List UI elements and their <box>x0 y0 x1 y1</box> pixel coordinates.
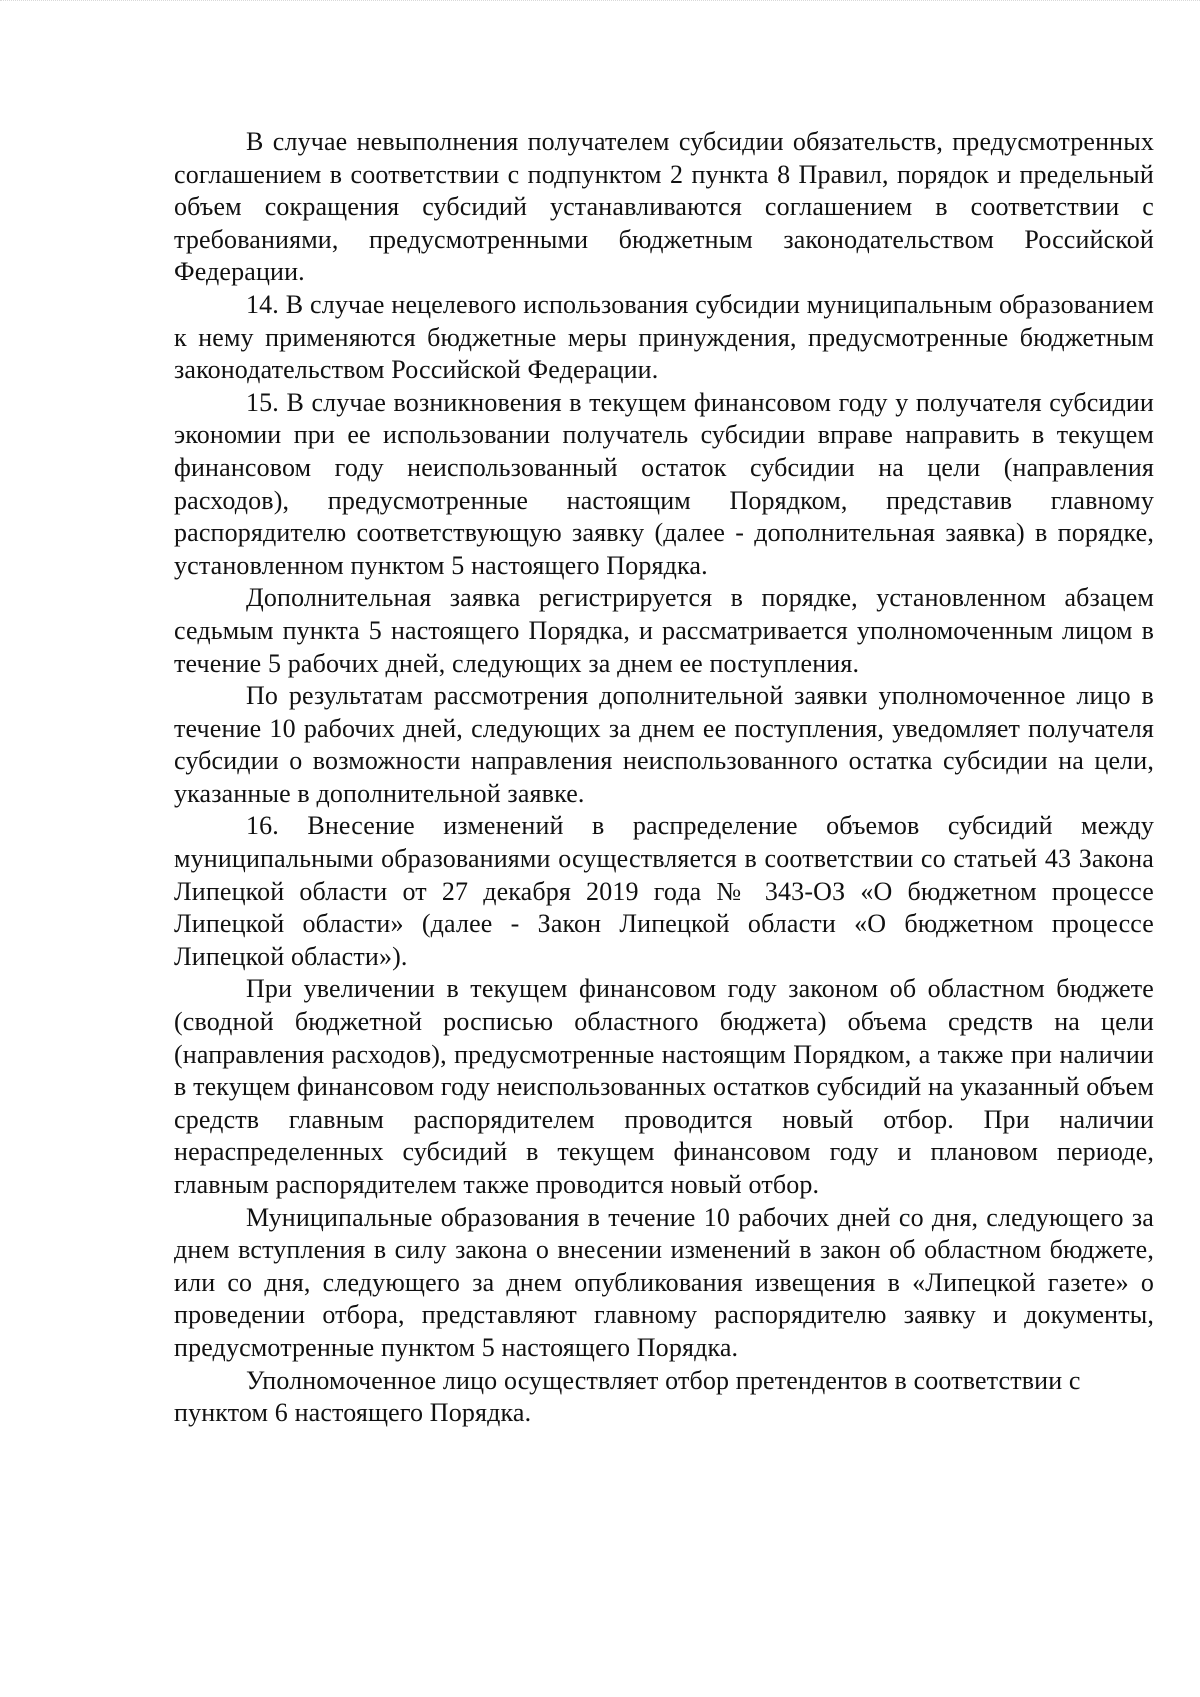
paragraph-subsidy-reduction: В случае невыполнения получателем субсидии обязательств, предусмотренных соглашением в соответствии с подпунктом 2 пункта 8 Правил, порядок и предельный объем сокращения субсидий устанавливаются соглашением в соответствии с требованиями, предусмотренными бюджетным законодательством Российской Федерации. <box>174 127 1154 287</box>
paragraph-item-15: 15. В случае возникновения в текущем финансовом году у получателя субсидии экономии при ее использовании получатель субсидии вправе направить в текущем финансовом году неиспользованный остаток субсидии на цели (направления расходов), предусмотренные настоящим Порядком, представив главному распорядителю соответствующую заявку (далее - дополнительная заявка) в порядке, установленном пунктом 5 настоящего Порядка. <box>174 387 1154 580</box>
paragraph-item-14: 14. В случае нецелевого использования субсидии муниципальным образованием к нему применяются бюджетные меры принуждения, предусмотренные бюджетным законодательством Российской Федерации. <box>174 289 1154 385</box>
paragraph-budget-increase: При увеличении в текущем финансовом году законом об областном бюджете (сводной бюджетной росписью областного бюджета) объема средств на цели (направления расходов), предусмотренные настоящим Порядком, а также при наличии в текущем финансовом году неиспользованных остатков субсидий на указанный объем средств главным распорядителем проводится новый отбор. При наличии нераспределенных субсидий в текущем финансовом году и плановом периоде, главным распорядителем также проводится новый отбор. <box>174 974 1154 1199</box>
document-body <box>174 126 1154 1430</box>
paragraph-item-16: 16. Внесение изменений в распределение объемов субсидий между муниципальными образованиями осуществляется в соответствии со статьей 43 Закона Липецкой области от 27 декабря 2019 года № 343-ОЗ «О бюджетном процессе Липецкой области» (далее - Закон Липецкой области «О бюджетном процессе Липецкой области»). <box>174 811 1154 971</box>
paragraph-municipal-submission: Муниципальные образования в течение 10 рабочих дней со дня, следующего за днем вступления в силу закона о внесении изменений в закон об областном бюджете, или со дня, следующего за днем опубликования извещения в «Липецкой газете» о проведении отбора, представляют главному распорядителю заявку и документы, предусмотренные пунктом 5 настоящего Порядка. <box>174 1202 1154 1362</box>
paragraph-review-results: По результатам рассмотрения дополнительной заявки уполномоченное лицо в течение 10 рабочих дней, следующих за днем ее поступления, уведомляет получателя субсидии о возможности направления неиспользованного остатка субсидии на цели, указанные в дополнительной заявке. <box>174 681 1154 808</box>
page-top-edge <box>0 0 1200 1</box>
paragraph-selection: Уполномоченное лицо осуществляет отбор претендентов в соответствии с пунктом 6 настоящего Порядка. <box>174 1365 1081 1428</box>
paragraph-additional-application: Дополнительная заявка регистрируется в порядке, установленном абзацем седьмым пункта 5 настоящего Порядка, и рассматривается уполномоченным лицом в течение 5 рабочих дней, следующих за днем ее поступления. <box>174 583 1154 678</box>
